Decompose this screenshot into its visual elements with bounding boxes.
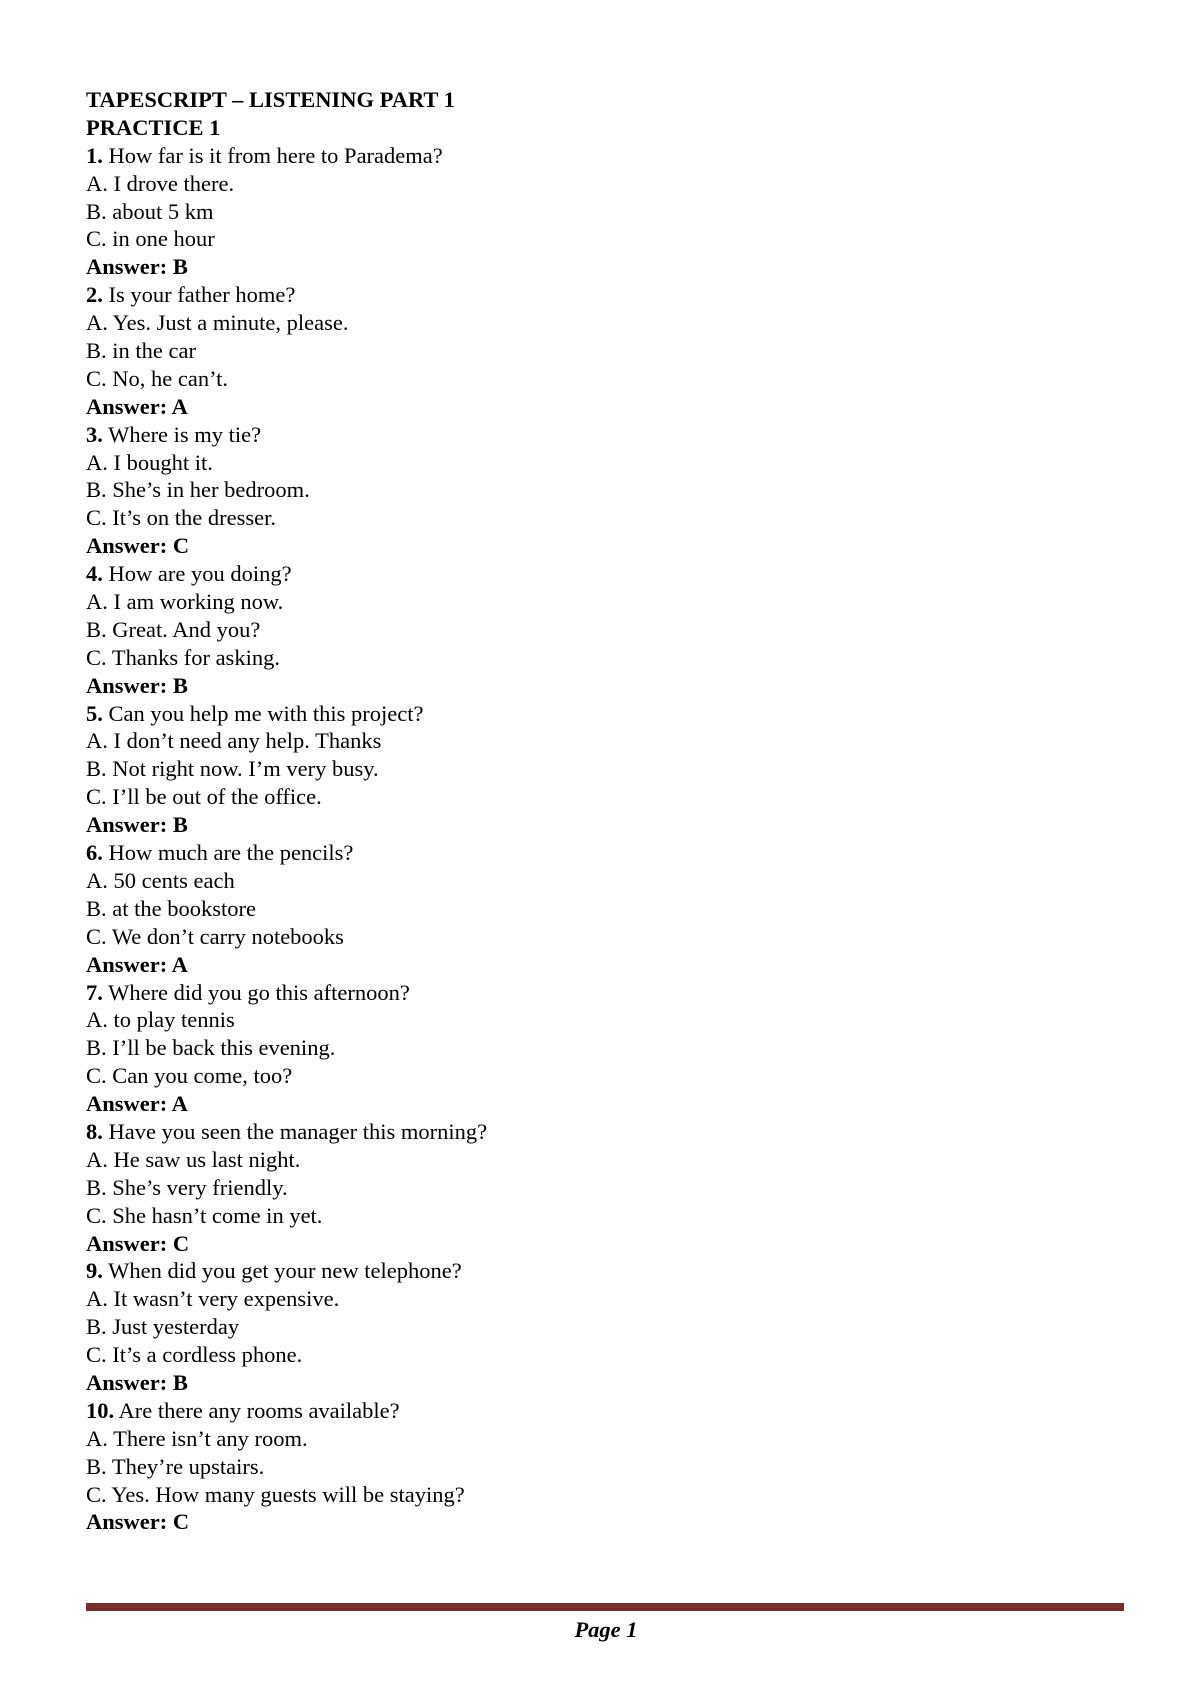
question-block — [86, 1257, 1116, 1396]
question-line — [86, 979, 1116, 1007]
question-number: 9. — [86, 1258, 103, 1284]
option-b: B. Not right now. I’m very busy. — [86, 756, 379, 782]
option-c: C. Can you come, too? — [86, 1063, 293, 1089]
question-text: Where is my tie? — [108, 421, 262, 447]
question-number: 1. — [86, 142, 103, 168]
question-line — [86, 560, 1116, 588]
option-a: A. I am working now. — [86, 589, 284, 615]
answer-line: Answer: A — [86, 1091, 188, 1117]
page-number-footer — [0, 1616, 1200, 1644]
page-label: Page — [574, 1617, 621, 1642]
option-b: B. They’re upstairs. — [86, 1453, 265, 1479]
question-text: How far is it from here to Parademа? — [108, 142, 443, 168]
option-c: C. We don’t carry notebooks — [86, 923, 344, 949]
option-b: B. Great. And you? — [86, 616, 261, 642]
question-text: When did you get your new telephone? — [108, 1258, 462, 1284]
option-c: C. It’s a cordless phone. — [86, 1342, 303, 1368]
option-c: C. Thanks for asking. — [86, 644, 280, 670]
question-block — [86, 700, 1116, 839]
option-c: C. She hasn’t come in yet. — [86, 1202, 323, 1228]
answer-line: Answer: C — [86, 533, 190, 559]
question-number: 5. — [86, 700, 103, 726]
question-number: 8. — [86, 1118, 103, 1144]
question-block — [86, 560, 1116, 699]
question-text: How are you doing? — [108, 561, 292, 587]
answer-line: Answer: C — [86, 1509, 190, 1535]
question-block — [86, 1118, 1116, 1257]
question-line — [86, 142, 1116, 170]
option-a: A. I drove there. — [86, 170, 235, 196]
question-line — [86, 1397, 1116, 1425]
question-text: Have you seen the manager this morning? — [108, 1118, 488, 1144]
option-b: B. Just yesterday — [86, 1314, 240, 1340]
option-c: C. It’s on the dresser. — [86, 505, 276, 531]
question-number: 7. — [86, 979, 103, 1005]
question-line — [86, 839, 1116, 867]
option-c: C. I’ll be out of the office. — [86, 784, 322, 810]
question-block — [86, 839, 1116, 978]
question-line — [86, 1118, 1116, 1146]
option-a: A. to play tennis — [86, 1007, 235, 1033]
answer-line: Answer: B — [86, 254, 188, 280]
option-c: C. No, he can’t. — [86, 365, 229, 391]
question-block — [86, 281, 1116, 420]
answer-line: Answer: B — [86, 1369, 188, 1395]
option-a: A. He saw us last night. — [86, 1146, 301, 1172]
question-line — [86, 281, 1116, 309]
option-b: B. in the car — [86, 338, 196, 364]
question-text: Are there any rooms available? — [118, 1397, 400, 1423]
option-b: B. She’s in her bedroom. — [86, 477, 310, 503]
answer-line: Answer: B — [86, 672, 188, 698]
page-number: 1 — [626, 1617, 638, 1642]
question-number: 3. — [86, 421, 103, 447]
question-block — [86, 421, 1116, 560]
option-b: B. about 5 km — [86, 198, 214, 224]
answer-line: Answer: B — [86, 812, 188, 838]
footer-divider — [86, 1603, 1124, 1611]
option-b: B. at the bookstore — [86, 895, 256, 921]
answer-line: Answer: A — [86, 393, 188, 419]
answer-line: Answer: C — [86, 1230, 190, 1256]
question-block — [86, 979, 1116, 1118]
option-a: A. 50 cents each — [86, 867, 235, 893]
question-text: Is your father home? — [108, 282, 296, 308]
question-line — [86, 421, 1116, 449]
option-a: A. I don’t need any help. Thanks — [86, 728, 382, 754]
document-title: TAPESCRIPT – LISTENING PART 1 — [86, 87, 455, 112]
option-b: B. I’ll be back this evening. — [86, 1035, 336, 1061]
option-b: B. She’s very friendly. — [86, 1174, 288, 1200]
question-number: 4. — [86, 561, 103, 587]
question-block — [86, 142, 1116, 281]
option-a: A. Yes. Just a minute, please. — [86, 310, 349, 336]
question-line — [86, 1257, 1116, 1285]
document-body — [86, 86, 1116, 1536]
question-number: 6. — [86, 840, 103, 866]
question-text: How much are the pencils? — [108, 840, 354, 866]
option-a: A. There isn’t any room. — [86, 1425, 308, 1451]
question-text: Can you help me with this project? — [108, 700, 424, 726]
answer-line: Answer: A — [86, 951, 188, 977]
option-a: A. I bought it. — [86, 449, 213, 475]
question-line — [86, 700, 1116, 728]
question-number: 2. — [86, 282, 103, 308]
option-c: C. in one hour — [86, 226, 215, 252]
option-c: C. Yes. How many guests will be staying? — [86, 1481, 465, 1507]
question-number: 10. — [86, 1397, 115, 1423]
option-a: A. It wasn’t very expensive. — [86, 1286, 340, 1312]
section-heading: PRACTICE 1 — [86, 114, 221, 140]
question-block — [86, 1397, 1116, 1536]
question-text: Where did you go this afternoon? — [108, 979, 410, 1005]
